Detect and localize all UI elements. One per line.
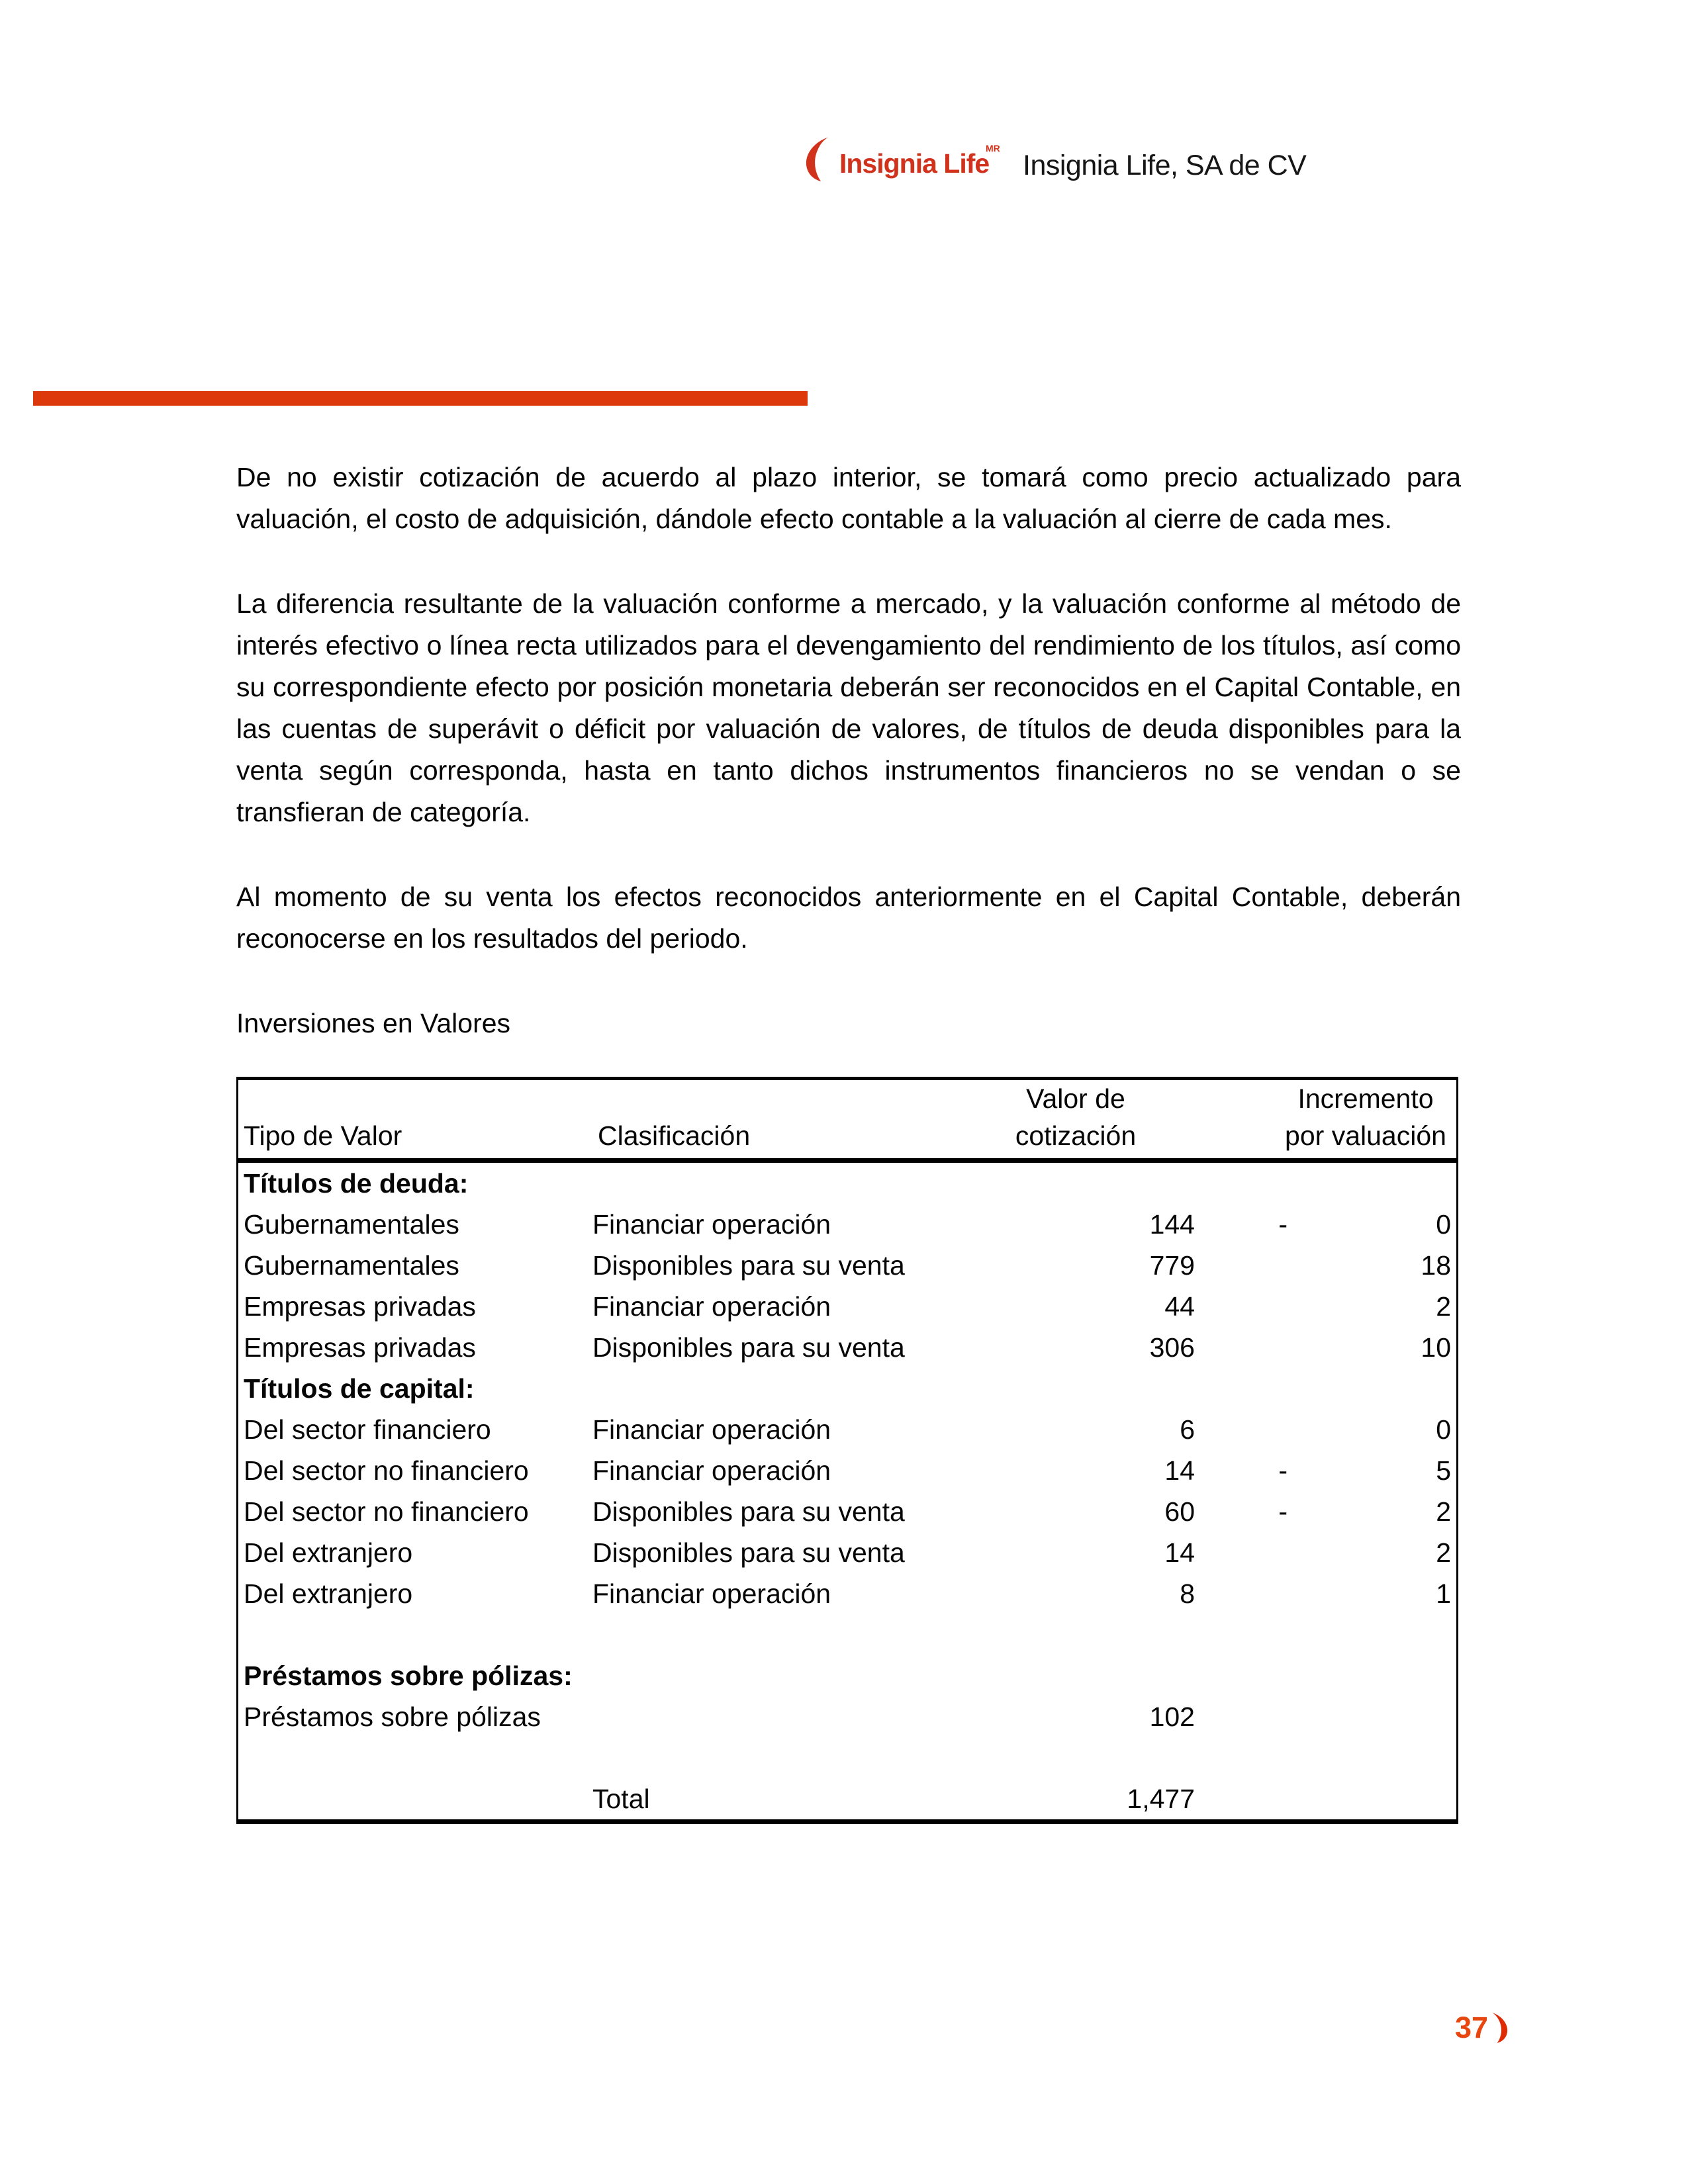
column-header-incremento-line1: Incremento <box>1297 1083 1434 1114</box>
table-row-blank <box>238 1737 1456 1778</box>
column-header-incremento-por-valuacion <box>1276 1080 1455 1154</box>
table-row: Préstamos sobre pólizas 102 <box>244 1702 1195 1732</box>
table-row: Del extranjero Financiar operación 8 1 <box>244 1578 1451 1609</box>
table-row-section-prestamos-sobre-polizas <box>238 1655 1456 1696</box>
column-header-clasificacion: Clasificación <box>598 1120 751 1151</box>
column-header-valor-line1: Valor de <box>1026 1083 1125 1114</box>
table-row: Gubernamentales Disponibles para su venta 779 18 <box>244 1250 1451 1281</box>
table-row-section-titulos-de-capital <box>238 1368 1456 1409</box>
section-label: Títulos de capital: <box>244 1373 475 1404</box>
crescent-logo-icon <box>801 136 833 185</box>
column-header-valor-line2: cotización <box>1015 1120 1137 1151</box>
column-header-tipo-de-valor: Tipo de Valor <box>244 1120 402 1151</box>
column-header-incremento-line2: por valuación <box>1285 1120 1446 1151</box>
text-column <box>236 457 1461 1824</box>
logo-wordmark: Insignia Life <box>839 148 990 179</box>
table-row: Del sector no financiero Financiar operación 14 - 5 <box>244 1455 1451 1486</box>
table-row: Del extranjero Disponibles para su venta 14 2 <box>244 1537 1451 1568</box>
table-row-blank <box>238 1614 1456 1655</box>
column-header-valor-de-cotizacion <box>1005 1080 1147 1154</box>
table-row: Del sector no financiero Disponibles para su venta 60 - 2 <box>244 1496 1451 1527</box>
table-row: Empresas privadas Financiar operación 44 2 <box>244 1291 1451 1322</box>
table-row: Gubernamentales Financiar operación 144 - 0 <box>244 1209 1451 1240</box>
trademark-superscript: MR <box>986 143 1000 154</box>
crescent-logo-icon <box>1487 2012 1513 2046</box>
paragraph-3: Al momento de su venta los efectos reconocidos anteriormente en el Capital Contable, deberán reconocerse en los resultados del periodo. <box>236 882 1461 954</box>
section-label: Préstamos sobre pólizas: <box>244 1661 573 1691</box>
section-heading: Inversiones en Valores <box>236 1008 511 1038</box>
investments-table <box>236 1077 1458 1824</box>
company-name: Insignia Life, SA de CV <box>1023 150 1307 181</box>
table-row-total <box>238 1778 1456 1819</box>
table-row: Del sector financiero Financiar operación 6 0 <box>244 1414 1451 1445</box>
total-label: Total <box>592 1784 650 1814</box>
table-header-row <box>238 1080 1456 1163</box>
table-row-section-titulos-de-deuda <box>238 1163 1456 1204</box>
table-row: Empresas privadas Disponibles para su venta 306 10 <box>244 1332 1451 1363</box>
paragraph-1: De no existir cotización de acuerdo al plazo interior, se tomará como precio actualizado para valuación, el costo de adquisición, dándole efecto contable a la valuación al cierre de cada mes. <box>236 462 1461 534</box>
total-value: 1,477 <box>1127 1784 1195 1814</box>
page-number: 37 <box>1455 2011 1489 2044</box>
paragraph-2: La diferencia resultante de la valuación conforme a mercado, y la valuación conforme al método de interés efectivo o línea recta utilizados para el devengamiento del rendimiento de los títulos, así como su correspondiente efecto por posición monetaria deberán ser reconocidos en el Capital Contable, en las cuentas de superávit o déficit por valuación de valores, de títulos de deuda disponibles para la venta según corresponda, hasta en tanto dichos instrumentos financieros no se vendan o se transfieran de categoría. <box>236 588 1461 827</box>
section-label: Títulos de deuda: <box>244 1168 469 1199</box>
accent-bar-divider <box>33 391 808 406</box>
